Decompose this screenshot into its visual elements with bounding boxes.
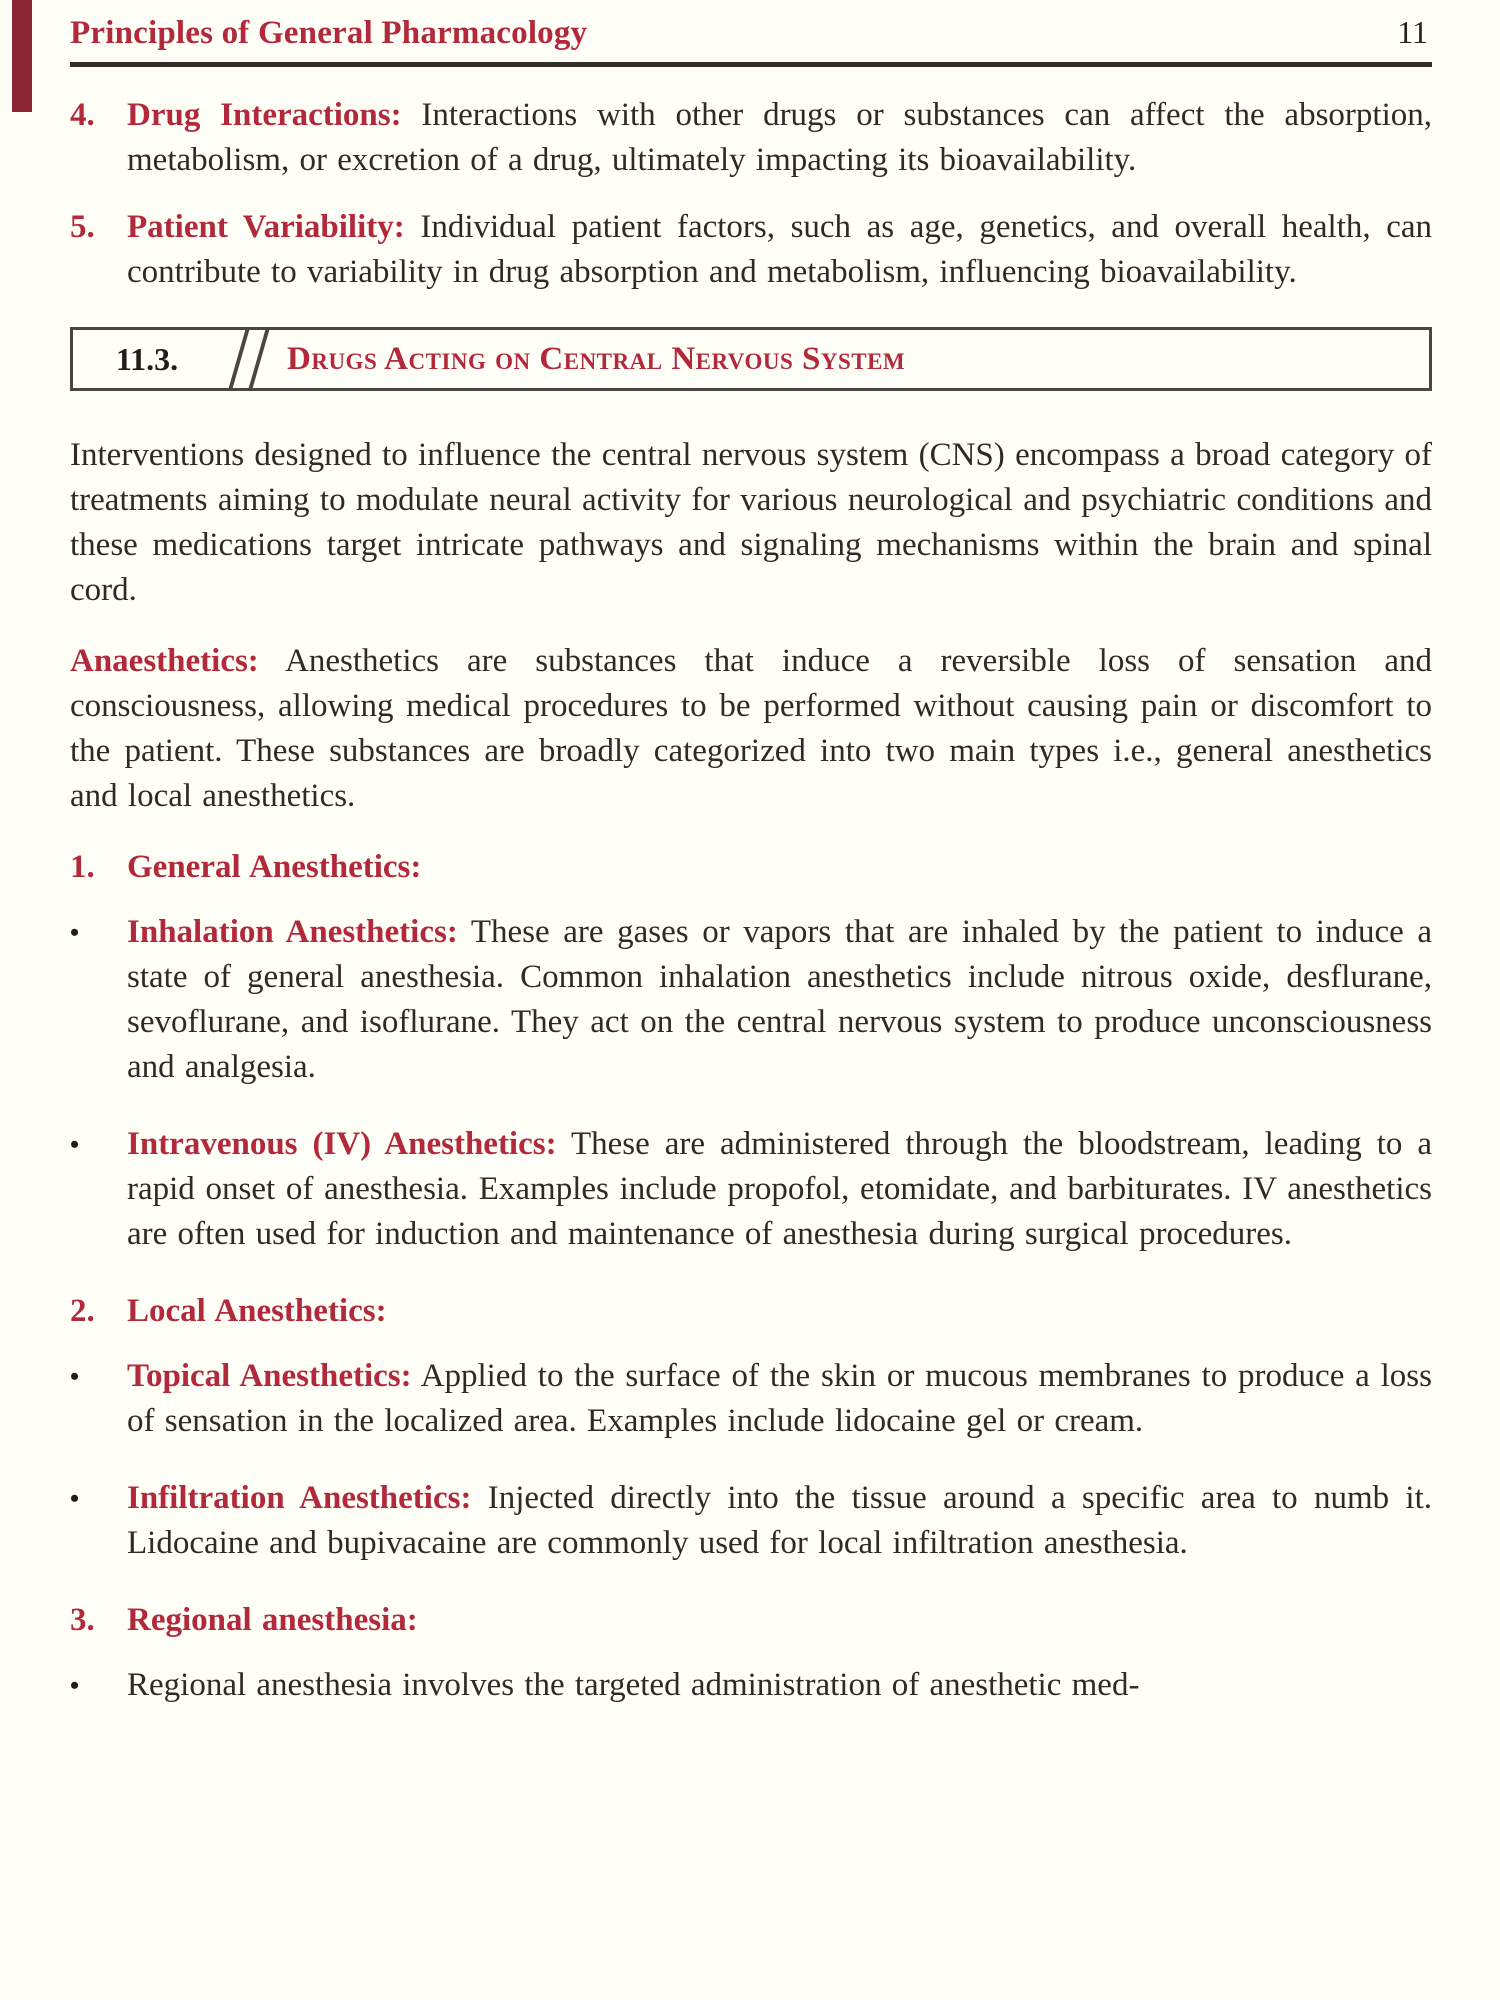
paragraph-text: Anesthetics are substances that induce a reversible loss of sensation and consciousness, allowing medical procedures to be performed without causing pain or discomfort to the patient. These substances are broadly categorized into two main types i.e., general anesthetics and local anesthetics. [70, 643, 1432, 814]
list-item [70, 1476, 1432, 1566]
slash-line [229, 330, 250, 388]
list-item-body [127, 1598, 1432, 1643]
list-item-text: Regional anesthesia involves the targeted administration of anesthetic med- [127, 1667, 1140, 1703]
list-item-body [127, 1476, 1432, 1566]
section-title: Drugs Acting on Central Nervous System [287, 340, 906, 377]
paragraph-lead-label: Anaesthetics: [70, 643, 259, 679]
content-rows [70, 93, 1432, 1708]
double-slash-icon [221, 330, 261, 388]
bullet-icon: • [70, 1130, 80, 1159]
list-item [70, 1354, 1432, 1444]
section-number: 11.3. [115, 340, 179, 377]
list-item-body [127, 1289, 1432, 1334]
list-item [70, 205, 1432, 295]
bullet-icon: • [70, 918, 80, 947]
list-item-body [127, 845, 1432, 890]
list-item [70, 910, 1432, 1090]
page-number: 11 [1397, 14, 1428, 50]
paragraph [70, 639, 1432, 819]
numbered-heading [70, 1289, 1432, 1334]
page-header [70, 10, 1432, 52]
list-item-label: Inhalation Anesthetics: [127, 914, 458, 950]
list-item-body [127, 1122, 1432, 1257]
bullet-icon: • [70, 1484, 80, 1513]
list-item-text: These are administered through the bloodstream, leading to a rapid onset of anesthesia. Examples include propofol, etomidate, and barbiturates. IV anesthetics are often used for induction and maintenance of anesthesia during surgical procedures. [127, 1126, 1432, 1252]
item-number: 5. [70, 209, 95, 245]
paragraph-text: Interventions designed to influence the central nervous system (CNS) encompass a broad category of treatments aiming to modulate neural activity for various neurological and psychiatric conditions and these medications target intricate pathways and signaling mechanisms within the brain and spinal cord. [70, 437, 1432, 608]
item-number: 3. [70, 1602, 95, 1638]
list-item-body [127, 205, 1432, 295]
slash-line [249, 330, 270, 388]
bullet-icon: • [70, 1671, 80, 1700]
list-item-text: Interactions with other drugs or substances can affect the absorption, metabolism, or excretion of a drug, ultimately impacting its bioavailability. [127, 97, 1432, 178]
list-item [70, 93, 1432, 183]
list-item-body [127, 910, 1432, 1090]
list-item-body [127, 1663, 1432, 1708]
list-item-label: Drug Interactions: [127, 97, 402, 133]
list-item-label: Intravenous (IV) Anesthetics: [127, 1126, 557, 1162]
bullet-icon: • [70, 1362, 80, 1391]
section-heading-box [70, 327, 1432, 391]
list-item-label: General Anesthetics: [127, 849, 422, 885]
numbered-heading [70, 1598, 1432, 1643]
header-rule [70, 62, 1432, 67]
list-item-label: Patient Variability: [127, 209, 405, 245]
list-item-text: Applied to the surface of the skin or mucous membranes to produce a loss of sensation in the localized area. Examples include lidocaine gel or cream. [127, 1358, 1432, 1439]
list-item-text: Individual patient factors, such as age, genetics, and overall health, can contribute to variability in drug absorption and metabolism, influencing bioavailability. [127, 209, 1432, 290]
list-item-text: Injected directly into the tissue around a specific area to numb it. Lidocaine and bupivacaine are commonly used for local infiltration anesthesia. [127, 1480, 1433, 1561]
scan-edge-mark [12, 0, 32, 112]
list-item-label: Local Anesthetics: [127, 1293, 387, 1329]
list-item [70, 1663, 1432, 1708]
list-item-label: Infiltration Anesthetics: [127, 1480, 472, 1516]
list-item-text: These are gases or vapors that are inhaled by the patient to induce a state of general anesthesia. Common inhalation anesthetics include nitrous oxide, desflurane, sevoflurane, and isoflurane. They act on the central nervous system to produce unconsciousness and analgesia. [127, 914, 1432, 1085]
paragraph [70, 433, 1432, 613]
item-number: 4. [70, 97, 95, 133]
list-item-body [127, 93, 1432, 183]
numbered-heading [70, 845, 1432, 890]
list-item-body [127, 1354, 1432, 1444]
list-item-label: Topical Anesthetics: [127, 1358, 412, 1394]
item-number: 1. [70, 849, 95, 885]
running-head-title: Principles of General Pharmacology [70, 15, 588, 51]
item-number: 2. [70, 1293, 95, 1329]
list-item-label: Regional anesthesia: [127, 1602, 418, 1638]
list-item [70, 1122, 1432, 1257]
